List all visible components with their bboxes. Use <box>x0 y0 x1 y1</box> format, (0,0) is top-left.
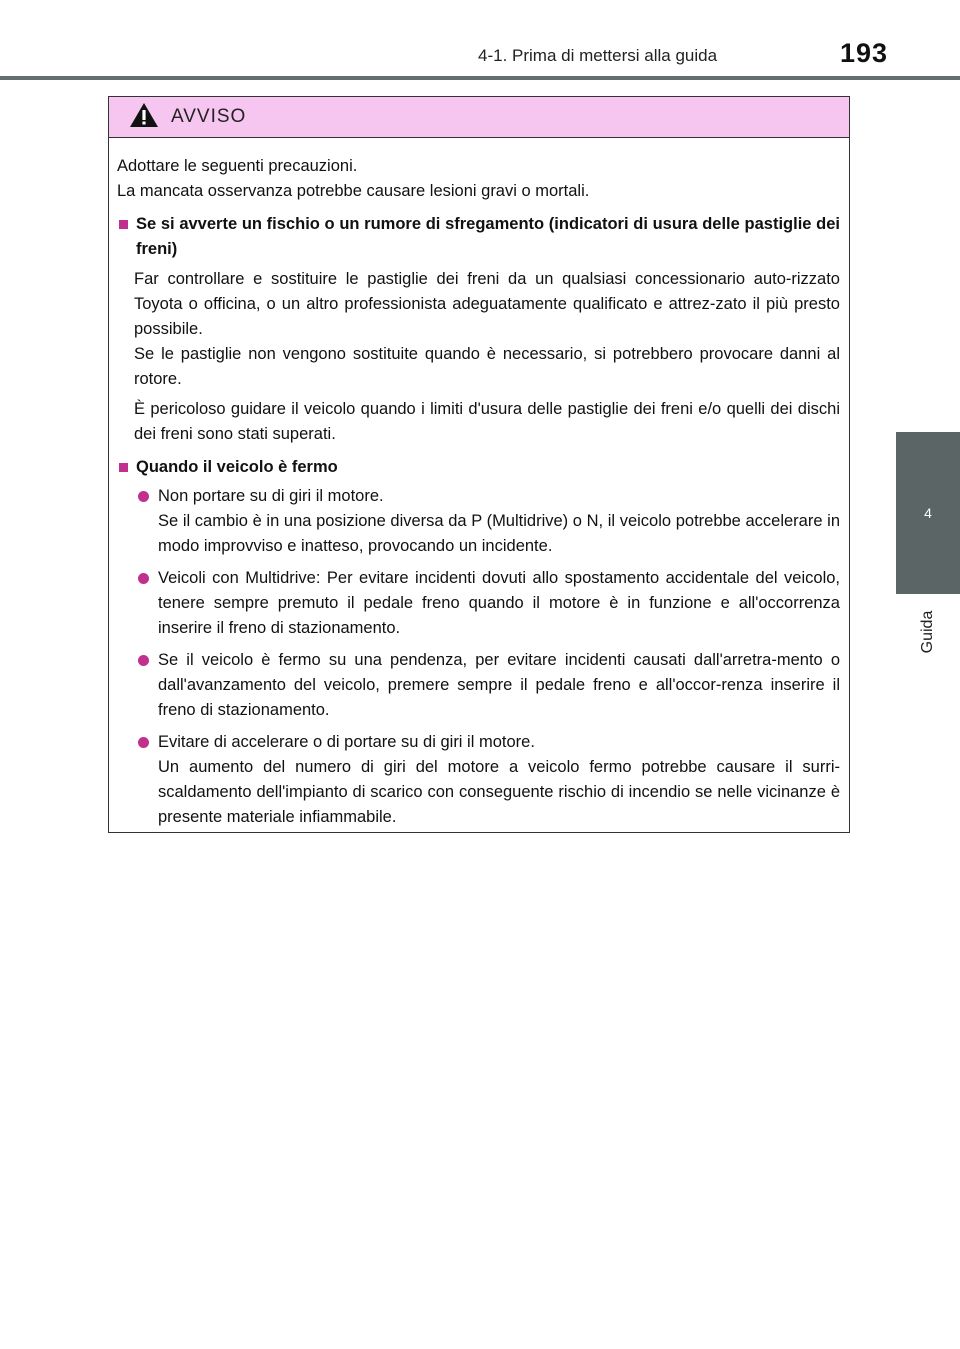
chapter-label: Guida <box>919 610 936 654</box>
section-title: 4-1. Prima di mettersi alla guida <box>478 46 718 65</box>
circle-bullet-icon <box>138 573 149 584</box>
list-item-line: Evitare di accelerare o di portare su di giri il motore. <box>158 733 535 751</box>
circle-bullet-icon <box>138 655 149 666</box>
page-number: 193 <box>840 38 889 68</box>
circle-bullet-icon <box>138 491 149 502</box>
list-item-line: Non portare su di giri il motore. <box>158 487 384 505</box>
warning-title: AVVISO <box>171 106 247 127</box>
intro-line: Adottare le seguenti precauzioni. <box>117 157 358 175</box>
list-item <box>117 730 840 830</box>
circle-bullet-icon <box>138 737 149 748</box>
chapter-number: 4 <box>924 505 932 521</box>
paragraph-line: È pericoloso guidare il veicolo quando i limiti d'usura delle pastiglie dei freni e/o quelli dei dischi dei freni sono stati superati. <box>134 400 840 443</box>
paragraph <box>117 267 840 392</box>
list-item-line: Un aumento del numero di giri del motore a veicolo fermo potrebbe causare il surri-scaldamento dell'impianto di scarico con conseguente rischio di incendio se nelle vicinanze è presente materiale infiammabile. <box>158 758 840 826</box>
list-item <box>117 484 840 559</box>
list-item-line: Se il cambio è in una posizione diversa da P (Multidrive) o N, il veicolo potrebbe accelerare in modo improvviso e inatteso, provocando un incidente. <box>158 512 840 555</box>
list-item-line: Veicoli con Multidrive: Per evitare incidenti dovuti allo spostamento accidentale del veicolo, tenere sempre premuto il pedale freno quando il motore è in funzione e all'occorrenza inserire il freno di stazionamento. <box>158 569 840 637</box>
list-item <box>117 648 840 723</box>
warning-box <box>108 96 850 833</box>
section-heading <box>117 455 840 480</box>
header-divider <box>0 76 960 80</box>
chapter-tab[interactable] <box>896 432 960 594</box>
warning-header <box>109 97 849 138</box>
paragraph <box>117 397 840 447</box>
list-item <box>117 566 840 641</box>
paragraph-line: Far controllare e sostituire le pastiglie dei freni da un qualsiasi concessionario auto-rizzato Toyota o officina, o un altro professionista adeguatamente qualificato e attrez-zato il più presto possibile. <box>134 270 840 338</box>
paragraph-line: Se le pastiglie non vengono sostituite quando è necessario, si potrebbero provocare danni al rotore. <box>134 345 840 388</box>
section-brake-pads <box>117 212 840 447</box>
list-item-line: Se il veicolo è fermo su una pendenza, per evitare incidenti causati dall'arretra-mento o dall'avanzamento del veicolo, premere sempre il pedale freno e all'occor-renza inserire il freno di stazionamento. <box>158 651 840 719</box>
section-heading-text: Quando il veicolo è fermo <box>136 458 338 476</box>
warning-body <box>109 138 849 830</box>
square-bullet-icon <box>119 463 128 472</box>
square-bullet-icon <box>119 220 128 229</box>
section-heading-text: Se si avverte un fischio o un rumore di sfregamento (indicatori di usura delle pastiglie dei freni) <box>136 215 840 258</box>
section-heading <box>117 212 840 262</box>
intro-line: La mancata osservanza potrebbe causare lesioni gravi o mortali. <box>117 182 590 200</box>
warning-triangle-icon <box>129 102 159 133</box>
warning-intro <box>117 154 840 204</box>
section-vehicle-stopped <box>117 455 840 830</box>
